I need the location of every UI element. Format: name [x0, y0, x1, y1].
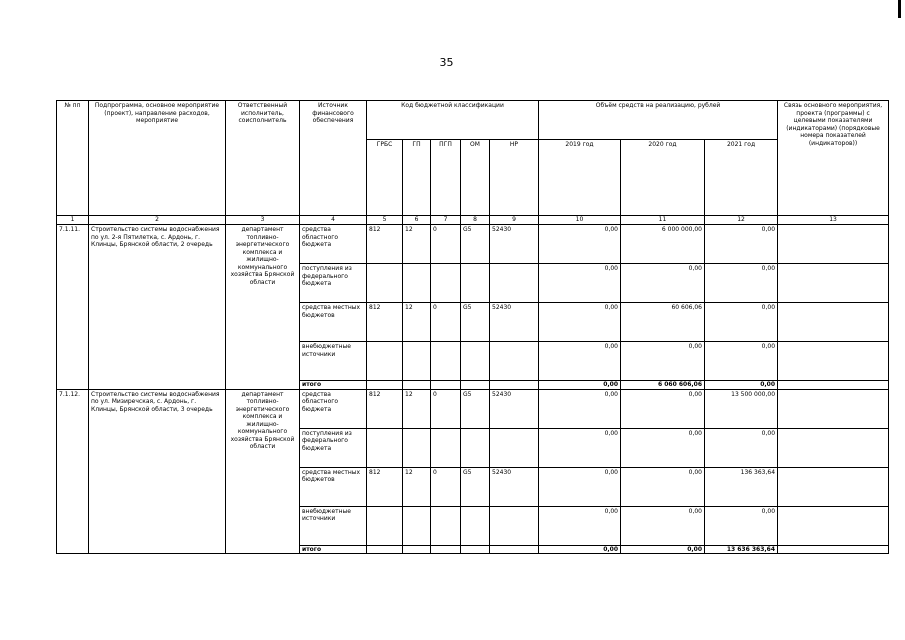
- amount-2019: 0,00: [539, 264, 621, 303]
- project-name: Строительство системы водоснабжения по ул. Мизиречская, с. Ардонь, г. Клинцы, Брянской области, 3 очередь: [89, 389, 226, 554]
- om-code: [461, 342, 490, 381]
- pgp-code: [431, 506, 461, 545]
- amount-2020: 60 606,06: [621, 303, 705, 342]
- budget-table: [56, 100, 889, 554]
- indicator-link: [778, 264, 889, 303]
- funding-source: внебюджетные источники: [300, 506, 367, 545]
- budget-table-body: [57, 225, 889, 554]
- total-grbs: [367, 545, 403, 554]
- om-code: [461, 506, 490, 545]
- nr-code: [490, 342, 539, 381]
- page-number: 35: [439, 56, 454, 69]
- column-number: 4: [300, 216, 367, 225]
- project-number: 7.1.12.: [57, 389, 89, 554]
- amount-2020: 0,00: [621, 467, 705, 506]
- project-number: 7.1.11.: [57, 225, 89, 390]
- amount-2019: 0,00: [539, 506, 621, 545]
- total-label: итого: [300, 545, 367, 554]
- amount-2021: 0,00: [705, 342, 778, 381]
- amount-2020: 6 000 000,00: [621, 225, 705, 264]
- om-code: [461, 264, 490, 303]
- header-source: Источник финансового обеспечения: [300, 101, 367, 216]
- amount-2020: 0,00: [621, 506, 705, 545]
- gp-code: 12: [403, 225, 431, 264]
- amount-2020: 0,00: [621, 264, 705, 303]
- header-budget-code: Код бюджетной классификации: [367, 101, 539, 140]
- indicator-link: [778, 467, 889, 506]
- total-2020: 6 060 606,06: [621, 381, 705, 390]
- total-grbs: [367, 381, 403, 390]
- om-code: G5: [461, 303, 490, 342]
- pgp-code: 0: [431, 225, 461, 264]
- total-gp: [403, 381, 431, 390]
- column-number: 9: [490, 216, 539, 225]
- pgp-code: [431, 264, 461, 303]
- funding-source: средства областного бюджета: [300, 389, 367, 428]
- total-label: итого: [300, 381, 367, 390]
- total-pgp: [431, 381, 461, 390]
- scan-edge-mark: [898, 0, 901, 18]
- pgp-code: [431, 428, 461, 467]
- gp-code: 12: [403, 389, 431, 428]
- header-gp: ГП: [403, 140, 431, 216]
- om-code: G5: [461, 467, 490, 506]
- funding-source: внебюджетные источники: [300, 342, 367, 381]
- nr-code: 52430: [490, 467, 539, 506]
- header-2019: 2019 год: [539, 140, 621, 216]
- gp-code: 12: [403, 303, 431, 342]
- nr-code: 52430: [490, 225, 539, 264]
- amount-2021: 13 500 000,00: [705, 389, 778, 428]
- amount-2021: 0,00: [705, 225, 778, 264]
- header-grbs: ГРБС: [367, 140, 403, 216]
- header-om: ОМ: [461, 140, 490, 216]
- column-number: 6: [403, 216, 431, 225]
- nr-code: [490, 506, 539, 545]
- project-name: Строительство системы водоснабжения по ул. 2-я Пятилетка, с. Ардонь, г. Клинцы, Брянской области, 2 очередь: [89, 225, 226, 390]
- indicator-link: [778, 342, 889, 381]
- nr-code: 52430: [490, 303, 539, 342]
- grbs-code: [367, 264, 403, 303]
- nr-code: [490, 264, 539, 303]
- total-nr: [490, 381, 539, 390]
- gp-code: [403, 264, 431, 303]
- total-indicator-link: [778, 381, 889, 390]
- grbs-code: 812: [367, 467, 403, 506]
- indicator-link: [778, 428, 889, 467]
- funding-source: средства местных бюджетов: [300, 303, 367, 342]
- grbs-code: [367, 342, 403, 381]
- gp-code: 12: [403, 467, 431, 506]
- indicator-link: [778, 506, 889, 545]
- total-gp: [403, 545, 431, 554]
- column-number: 5: [367, 216, 403, 225]
- header-2020: 2020 год: [621, 140, 705, 216]
- table-row: [57, 389, 889, 428]
- amount-2019: 0,00: [539, 303, 621, 342]
- amount-2019: 0,00: [539, 467, 621, 506]
- header-volume: Объём средств на реализацию, рублей: [539, 101, 778, 140]
- amount-2019: 0,00: [539, 225, 621, 264]
- grbs-code: 812: [367, 389, 403, 428]
- amount-2020: 0,00: [621, 389, 705, 428]
- total-2019: 0,00: [539, 545, 621, 554]
- project-executor: департамент топливно-энергетического комплекса и жилищно-коммунального хозяйства Брянской области: [226, 389, 300, 554]
- column-number: 3: [226, 216, 300, 225]
- total-2019: 0,00: [539, 381, 621, 390]
- grbs-code: [367, 428, 403, 467]
- om-code: G5: [461, 225, 490, 264]
- pgp-code: 0: [431, 389, 461, 428]
- indicator-link: [778, 303, 889, 342]
- indicator-link: [778, 225, 889, 264]
- amount-2021: 0,00: [705, 428, 778, 467]
- indicator-link: [778, 389, 889, 428]
- header-pgp: ПГП: [431, 140, 461, 216]
- total-pgp: [431, 545, 461, 554]
- total-2020: 0,00: [621, 545, 705, 554]
- total-om: [461, 381, 490, 390]
- column-number: 10: [539, 216, 621, 225]
- amount-2020: 0,00: [621, 342, 705, 381]
- header-nr: НР: [490, 140, 539, 216]
- amount-2020: 0,00: [621, 428, 705, 467]
- om-code: [461, 428, 490, 467]
- column-number: 12: [705, 216, 778, 225]
- column-number: 11: [621, 216, 705, 225]
- gp-code: [403, 506, 431, 545]
- om-code: G5: [461, 389, 490, 428]
- header-2021: 2021 год: [705, 140, 778, 216]
- column-number: 8: [461, 216, 490, 225]
- grbs-code: 812: [367, 225, 403, 264]
- funding-source: средства местных бюджетов: [300, 467, 367, 506]
- gp-code: [403, 342, 431, 381]
- column-number: 13: [778, 216, 889, 225]
- total-om: [461, 545, 490, 554]
- amount-2019: 0,00: [539, 428, 621, 467]
- amount-2019: 0,00: [539, 342, 621, 381]
- pgp-code: [431, 342, 461, 381]
- grbs-code: 812: [367, 303, 403, 342]
- nr-code: 52430: [490, 389, 539, 428]
- column-number: 1: [57, 216, 89, 225]
- pgp-code: 0: [431, 467, 461, 506]
- project-executor: департамент топливно-энергетического комплекса и жилищно-коммунального хозяйства Брянской области: [226, 225, 300, 390]
- gp-code: [403, 428, 431, 467]
- amount-2021: 0,00: [705, 303, 778, 342]
- total-indicator-link: [778, 545, 889, 554]
- nr-code: [490, 428, 539, 467]
- grbs-code: [367, 506, 403, 545]
- funding-source: поступления из федерального бюджета: [300, 428, 367, 467]
- header-link: Связь основного мероприятия, проекта (программы) с целевыми показателями (индикаторами) (порядковые номера показателей (индикаторов)): [778, 101, 889, 216]
- column-number-row: [57, 216, 889, 225]
- amount-2021: 0,00: [705, 264, 778, 303]
- funding-source: поступления из федерального бюджета: [300, 264, 367, 303]
- column-number: 7: [431, 216, 461, 225]
- table-row: [57, 225, 889, 264]
- funding-source: средства областного бюджета: [300, 225, 367, 264]
- column-number: 2: [89, 216, 226, 225]
- pgp-code: 0: [431, 303, 461, 342]
- amount-2021: 136 363,64: [705, 467, 778, 506]
- total-2021: 13 636 363,64: [705, 545, 778, 554]
- header-subprogram: Подпрограмма, основное мероприятие (проект), направление расходов, мероприятие: [89, 101, 226, 216]
- total-2021: 0,00: [705, 381, 778, 390]
- header-num: № пп: [57, 101, 89, 216]
- amount-2019: 0,00: [539, 389, 621, 428]
- header-executor: Ответственный исполнитель, соисполнитель: [226, 101, 300, 216]
- amount-2021: 0,00: [705, 506, 778, 545]
- total-nr: [490, 545, 539, 554]
